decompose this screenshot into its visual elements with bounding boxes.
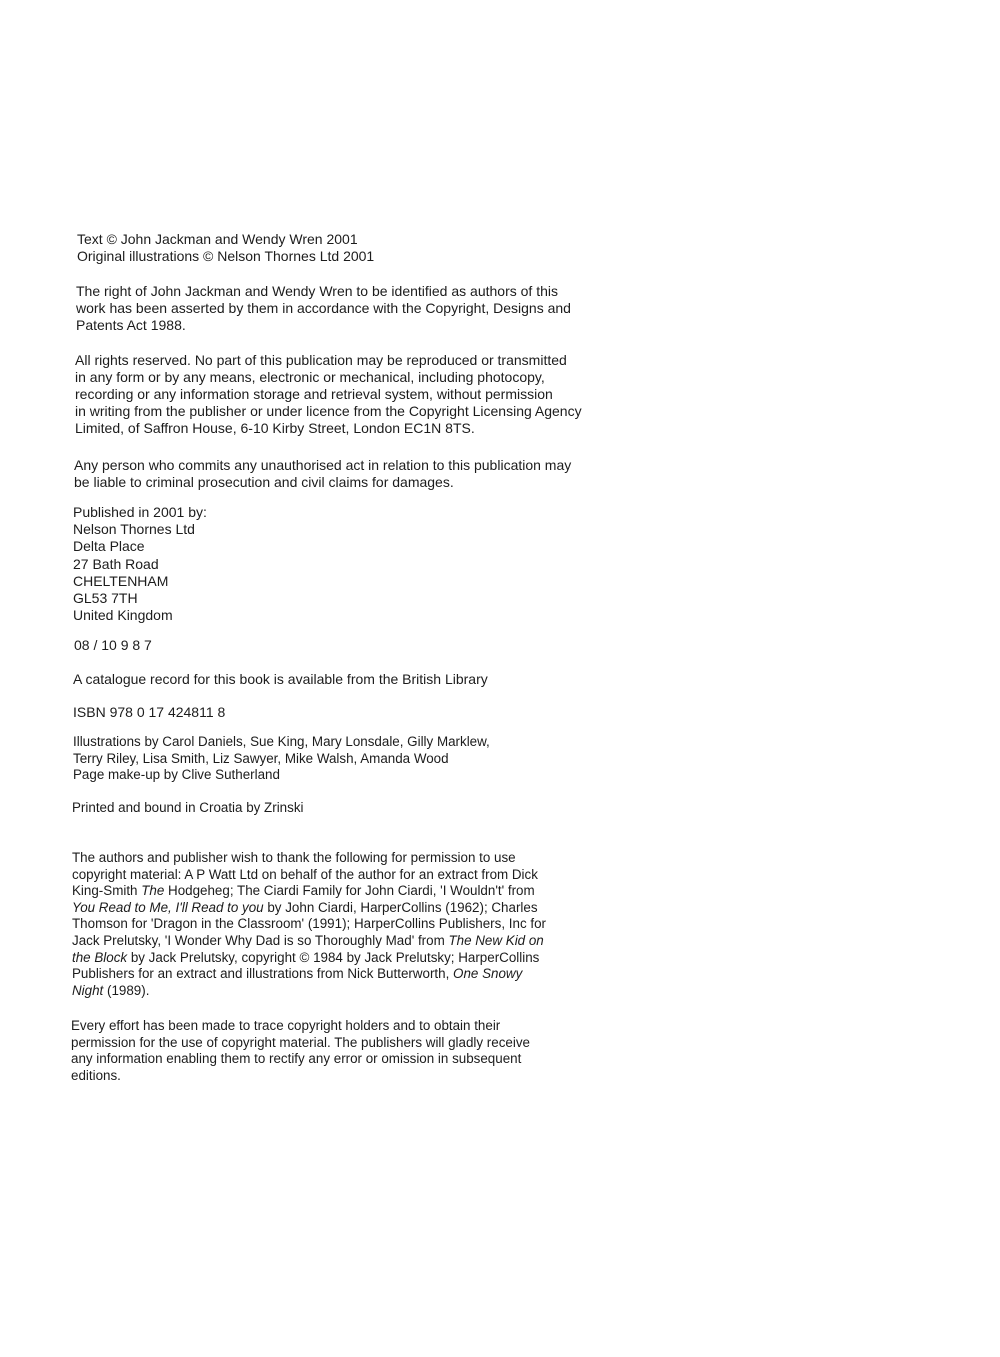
text-line: permission for the use of copyright material. The publishers will gladly receive (71, 1034, 530, 1050)
text-line: United Kingdom (73, 607, 173, 624)
copyright-notice (77, 231, 374, 265)
text-line: GL53 7TH (73, 590, 138, 607)
text-line: Thomson for 'Dragon in the Classroom' (1991); HarperCollins Publishers, Inc for (72, 916, 546, 932)
unauthorised-act-warning (74, 457, 571, 491)
text-line: The authors and publisher wish to thank the following for permission to use (72, 850, 516, 865)
text-line: Original illustrations © Nelson Thornes Ltd 2001 (77, 248, 375, 264)
text-line: Any person who commits any unauthorised act in relation to this publication may (74, 457, 572, 473)
text-line: 27 Bath Road (73, 555, 159, 572)
text-line: Published in 2001 by: (73, 504, 207, 520)
text-line: in any form or by any means, electronic or mechanical, including photocopy, (75, 369, 545, 385)
italic-title-text: the Block (72, 949, 128, 965)
publisher-address (73, 504, 207, 624)
text-segment: by John Ciardi, HarperCollins (1962); Charles (263, 899, 538, 915)
text-line (72, 883, 546, 900)
text-line: Delta Place (73, 538, 145, 555)
text-segment: by Jack Prelutsky, copyright © 1984 by Jack Prelutsky; HarperCollins (127, 949, 540, 965)
text-segment: Publishers for an extract and illustrations from Nick Butterworth, (72, 966, 454, 982)
text-segment: (1989). (103, 982, 150, 998)
text-line: ISBN 978 0 17 424811 8 (73, 704, 226, 720)
italic-title-text: Night (72, 982, 104, 998)
isbn (73, 704, 225, 721)
text-line: recording or any information storage and retrieval system, without permission (75, 386, 553, 402)
text-segment: Jack Prelutsky, 'I Wonder Why Dad is so Thoroughly Mad' from (72, 932, 449, 948)
text-line: All rights reserved. No part of this publication may be reproduced or transmitted (75, 352, 567, 368)
text-line (72, 966, 546, 983)
printer (72, 800, 304, 817)
copyright-holders-notice (71, 1018, 530, 1084)
italic-title-text: One Snowy (453, 966, 523, 982)
text-line: Terry Riley, Lisa Smith, Liz Sawyer, Mike Walsh, Amanda Wood (73, 750, 449, 766)
text-line: The right of John Jackman and Wendy Wren to be identified as authors of this (76, 283, 558, 299)
text-segment: King-Smith (72, 883, 142, 899)
illustration-credits (73, 734, 490, 784)
text-segment: Hodgeheg; The Ciardi Family for John Ciardi, 'I Wouldn't' from (164, 883, 535, 899)
text-line: Page make-up by Clive Sutherland (73, 767, 280, 783)
acknowledgements (72, 850, 546, 999)
text-line: Every effort has been made to trace copyright holders and to obtain their (71, 1018, 501, 1033)
text-line: CHELTENHAM (73, 572, 169, 589)
text-line: any information enabling them to rectify any error or omission in subsequent (71, 1051, 522, 1067)
text-line (72, 950, 546, 967)
text-line: Patents Act 1988. (76, 317, 186, 333)
text-line: be liable to criminal prosecution and civil claims for damages. (74, 474, 454, 490)
italic-title-text: The New Kid on (448, 932, 544, 948)
italic-title-text: The (141, 883, 165, 899)
text-line: Illustrations by Carol Daniels, Sue King, Mary Lonsdale, Gilly Marklew, (73, 734, 490, 749)
text-line: Printed and bound in Croatia by Zrinski (72, 800, 304, 815)
text-line: in writing from the publisher or under licence from the Copyright Licensing Agency (75, 403, 582, 419)
print-line (74, 637, 152, 654)
text-line (72, 983, 546, 1000)
text-line: Nelson Thornes Ltd (73, 521, 195, 538)
text-line: Limited, of Saffron House, 6-10 Kirby Street, London EC1N 8TS. (75, 420, 475, 436)
text-line: work has been asserted by them in accordance with the Copyright, Designs and (76, 300, 571, 316)
text-line: A catalogue record for this book is available from the British Library (73, 671, 488, 687)
text-line (72, 933, 546, 950)
moral-rights (76, 283, 571, 334)
catalogue-record (73, 671, 488, 688)
text-line: 08 / 10 9 8 7 (74, 637, 152, 653)
text-line: editions. (71, 1067, 121, 1083)
text-line: copyright material: A P Watt Ltd on behalf of the author for an extract from Dick (72, 866, 538, 882)
text-line: Text © John Jackman and Wendy Wren 2001 (77, 231, 358, 247)
text-line (72, 900, 546, 917)
rights-reserved (75, 352, 582, 437)
italic-title-text: You Read to Me, I'll Read to you (72, 899, 264, 915)
